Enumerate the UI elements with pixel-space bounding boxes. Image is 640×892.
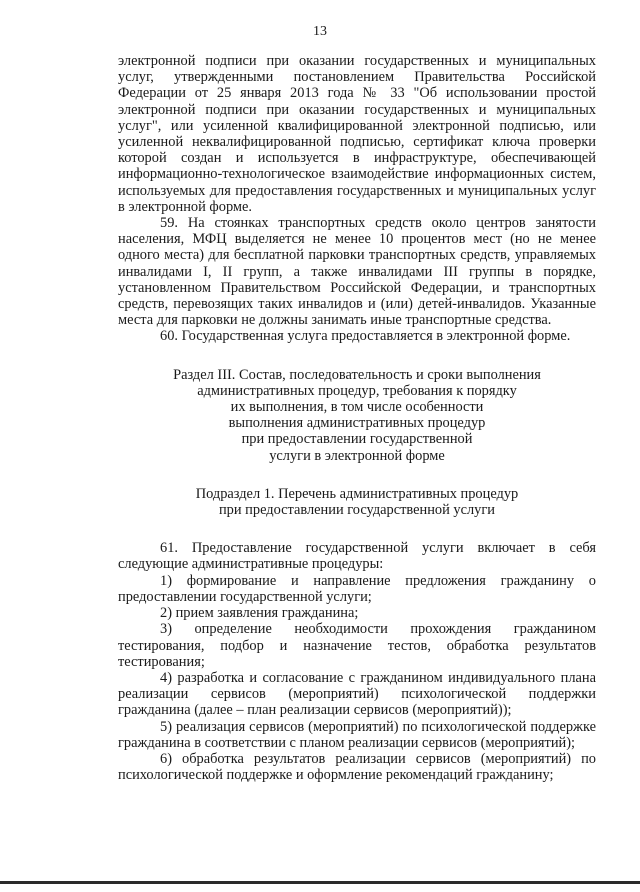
paragraph-59: 59. На стоянках транспортных средств около центров занятости населения, МФЦ выделяется не менее 10 процентов мест (но не менее одного места) для бесплатной парковки транспортных средств, управляемых инвалидами I, II групп, а также инвалидами III группы в порядке, установленном Правительством Российской Федерации, и транспортных средств, перевозящих таких инвалидов и (или) детей-инвалидов. Указанные места для парковки не должны занимать иные транспортные средства. — [118, 215, 596, 329]
list-item: 5) реализация сервисов (мероприятий) по психологической поддержке гражданина в соответствии с планом реализации сервисов (мероприятий); — [118, 718, 596, 751]
list-item: 1) формирование и направление предложения гражданину о предоставлении государственной услуги; — [118, 572, 596, 605]
section-heading-line: административных процедур, требования к порядку — [197, 382, 517, 399]
section-heading-line: их выполнения, в том числе особенности — [230, 399, 484, 416]
list-item: 3) определение необходимости прохождения гражданином тестирования, подбор и назначение тестов, обработка результатов тестирования; — [118, 621, 596, 670]
section-heading — [118, 367, 596, 464]
document-body — [118, 53, 596, 783]
subsection-heading — [118, 486, 596, 518]
subsection-heading-line: Подраздел 1. Перечень административных процедур — [195, 485, 519, 502]
paragraph-61: 61. Предоставление государственной услуги включает в себя следующие административные процедуры: — [118, 540, 596, 573]
continuation-paragraph: электронной подписи при оказании государственных и муниципальных услуг, утвержденными постановлением Правительства Российской Федерации от 25 января 2013 года № 33 "Об использовании простой электронной подписи при оказании государственных и муниципальных услуг", или усиленной квалифицированной электронной подписью, или усиленной неквалифицированной подписью, сертификат ключа проверки которой создан и используется в инфраструктуре, обеспечивающей информационно-технологическое взаимодействие информационных систем, используемых для предоставления государственных и муниципальных услуг в электронной форме. — [118, 53, 596, 215]
list-item: 2) прием заявления гражданина; — [160, 605, 359, 622]
subsection-heading-line: при предоставлении государственной услуги — [218, 502, 495, 519]
list-item: 6) обработка результатов реализации сервисов (мероприятий) по психологической поддержке и оформление рекомендаций гражданину; — [118, 750, 596, 784]
section-heading-line: Раздел III. Состав, последовательность и сроки выполнения — [173, 366, 541, 383]
section-heading-line: выполнения административных процедур — [228, 415, 486, 432]
scan-edge-divider — [0, 881, 640, 884]
page-number: 13 — [313, 24, 327, 39]
paragraph-60: 60. Государственная услуга предоставляется в электронной форме. — [160, 328, 571, 345]
section-heading-line: при предоставлении государственной — [241, 431, 473, 448]
section-heading-line: услуги в электронной форме — [269, 447, 445, 464]
list-item: 4) разработка и согласование с гражданином индивидуального плана реализации сервисов (мероприятий) психологической поддержки гражданина (далее – план реализации сервисов (мероприятий)); — [118, 669, 596, 719]
